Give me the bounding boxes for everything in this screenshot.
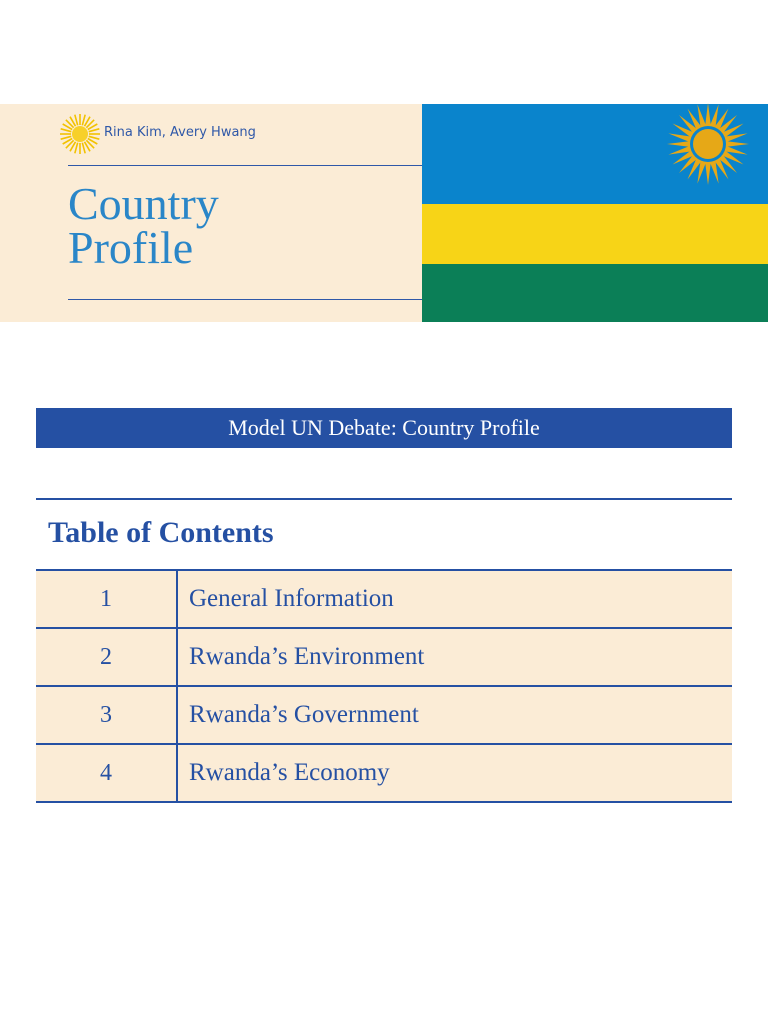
toc-table bbox=[36, 569, 732, 803]
flag-sun-icon bbox=[660, 102, 756, 186]
header-bottom-rule bbox=[68, 299, 422, 300]
banner-text: Model UN Debate: Country Profile bbox=[228, 415, 540, 440]
toc-number: 4 bbox=[36, 745, 178, 801]
authors: Rina Kim, Avery Hwang bbox=[104, 125, 256, 140]
toc-label: Rwanda’s Government bbox=[189, 701, 419, 728]
page-title: Country Profile bbox=[68, 178, 219, 273]
toc-label: Rwanda’s Environment bbox=[189, 643, 425, 670]
toc-number: 3 bbox=[36, 687, 178, 743]
banner bbox=[36, 408, 732, 448]
toc-row[interactable] bbox=[36, 571, 732, 629]
toc-number: 1 bbox=[36, 571, 178, 627]
toc-label: General Information bbox=[189, 585, 394, 612]
toc-row[interactable] bbox=[36, 629, 732, 687]
toc-label: Rwanda’s Economy bbox=[189, 759, 390, 786]
header-top-rule bbox=[68, 165, 422, 166]
toc-row[interactable] bbox=[36, 687, 732, 745]
toc-heading: Table of Contents bbox=[48, 516, 274, 549]
sun-icon bbox=[58, 112, 102, 156]
rwanda-flag bbox=[422, 104, 768, 322]
toc-row[interactable] bbox=[36, 745, 732, 803]
toc-top-rule bbox=[36, 498, 732, 500]
flag-green-band bbox=[422, 264, 768, 322]
toc-number: 2 bbox=[36, 629, 178, 685]
flag-yellow-band bbox=[422, 204, 768, 264]
